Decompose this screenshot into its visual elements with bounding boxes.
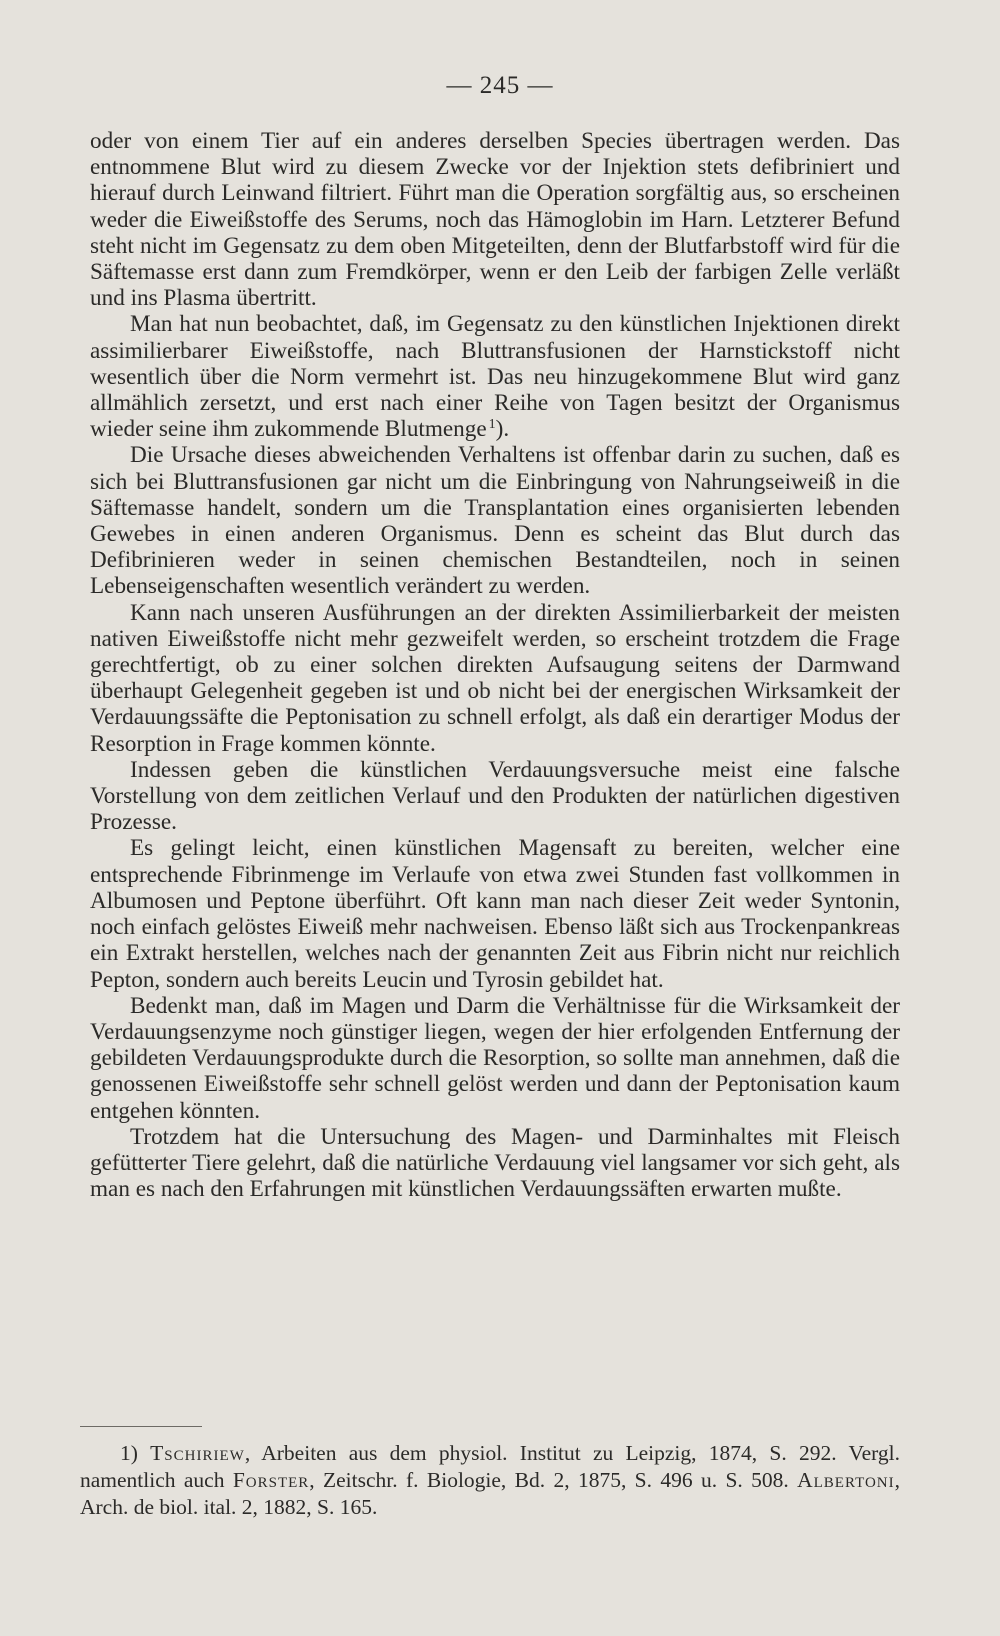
paragraph: Es gelingt leicht, einen künstlichen Magensaft zu bereiten, welcher eine entsprechende Fibrinmenge im Verlaufe von etwa zwei Stunden fast vollkommen in Albumosen und Peptone überführt. Oft kann man nach dieser Zeit weder Syntonin, noch einfach gelöstes Eiweiß mehr nachweisen. Ebenso läßt sich aus Trockenpankreas ein Extrakt herstellen, welches nach der genannten Zeit aus Fibrin nicht nur reichlich Pepton, sondern auch bereits Leucin und Tyrosin gebildet hat. [90, 835, 900, 993]
footnote-text: , Zeitschr. f. Biologie, Bd. 2, 1875, S. 496 u. S. 508. [309, 1468, 798, 1492]
footnote [80, 1440, 900, 1521]
body-text [90, 128, 900, 1202]
page-number: — 245 — [446, 72, 554, 99]
footnote-author: Albertoni [797, 1468, 895, 1492]
paragraph: Kann nach unseren Ausführungen an der direkten Assimilierbarkeit der meisten nativen Eiweißstoffe nicht mehr gezweifelt werden, so erscheint trotzdem die Frage gerechtfertigt, ob zu einer solchen direkten Aufsaugung seitens der Darmwand überhaupt Gelegenheit gegeben ist und ob nicht bei der energischen Wirksamkeit der Verdauungssäfte die Peptonisation zu schnell erfolgt, als daß ein derartiger Modus der Resorption in Frage kommen könnte. [90, 599, 900, 757]
paragraph-tail: ). [495, 416, 510, 443]
paragraph-text: Man hat nun beobachtet, daß, im Gegensatz zu den künstlichen Injektionen direkt assimilierbarer Eiweißstoffe, nach Bluttransfusionen der Harnstickstoff nicht wesentlich über die Norm vermehrt ist. Das neu hinzugekommene Blut wird ganz allmählich zersetzt, und erst nach einer Reihe von Tagen besitzt der Organismus wieder seine ihm zukommende Blutmenge [90, 311, 900, 443]
footnote-text: , Arbeiten aus dem physiol. Institut zu Leipzig, 1874, S. 292. Vergl. namentlich auch [80, 1441, 901, 1492]
paragraph: Bedenkt man, daß im Magen und Darm die Verhältnisse für die Wirksamkeit der Verdauungsenzyme noch günstiger liegen, wegen der hier erfolgenden Entfernung der gebildeten Verdauungsprodukte durch die Resorption, so sollte man annehmen, daß die genossenen Eiweißstoffe sehr schnell gelöst werden und dann der Peptonisation kaum entgehen könnten. [90, 992, 900, 1124]
footnote-marker: 1) [120, 1441, 138, 1465]
paragraph: Trotzdem hat die Untersuchung des Magen- und Darminhaltes mit Fleisch gefütterter Tiere gelehrt, daß die natürliche Verdauung viel langsamer vor sich geht, als man es nach den Erfahrungen mit künstlichen Verdauungssäften erwarten mußte. [90, 1123, 900, 1203]
paragraph-with-footnote [90, 311, 900, 442]
paragraph: Indessen geben die künstlichen Verdauungsversuche meist eine falsche Vorstellung von dem zeitlichen Verlauf und den Produkten der natürlichen digestiven Prozesse. [90, 756, 900, 836]
footnote-author: Forster [232, 1468, 310, 1492]
paragraph: oder von einem Tier auf ein anderes derselben Species übertragen werden. Das entnommene Blut wird zu diesem Zwecke vor der Injektion stets defibriniert und hierauf durch Leinwand filtriert. Führt man die Operation sorgfältig aus, so erscheinen weder die Eiweißstoffe des Serums, noch das Hämoglobin im Harn. Letzterer Befund steht nicht im Gegensatz zu dem oben Mitgeteilten, denn der Blutfarbstoff wird für die Säftemasse erst dann zum Fremdkörper, wenn er den Leib der farbigen Zelle verläßt und ins Plasma übertritt. [90, 128, 900, 312]
footnote-divider [80, 1426, 202, 1427]
paragraph: Die Ursache dieses abweichenden Verhaltens ist offenbar darin zu suchen, daß es sich bei Bluttransfusionen gar nicht um die Einbringung von Nahrungseiweiß in die Säftemasse handelt, sondern um die Transplantation eines organisierten lebenden Gewebes in einen anderen Organismus. Denn es scheint das Blut durch das Defibrinieren weder in seinen chemischen Bestandteilen, noch in seinen Lebenseigenschaften wesentlich verändert zu werden. [90, 442, 900, 600]
footnote-text: , Arch. de biol. ital. 2, 1882, S. 165. [80, 1468, 900, 1519]
footnote-reference[interactable]: 1 [488, 417, 496, 433]
footnote-author: Tschiriew [150, 1441, 245, 1465]
